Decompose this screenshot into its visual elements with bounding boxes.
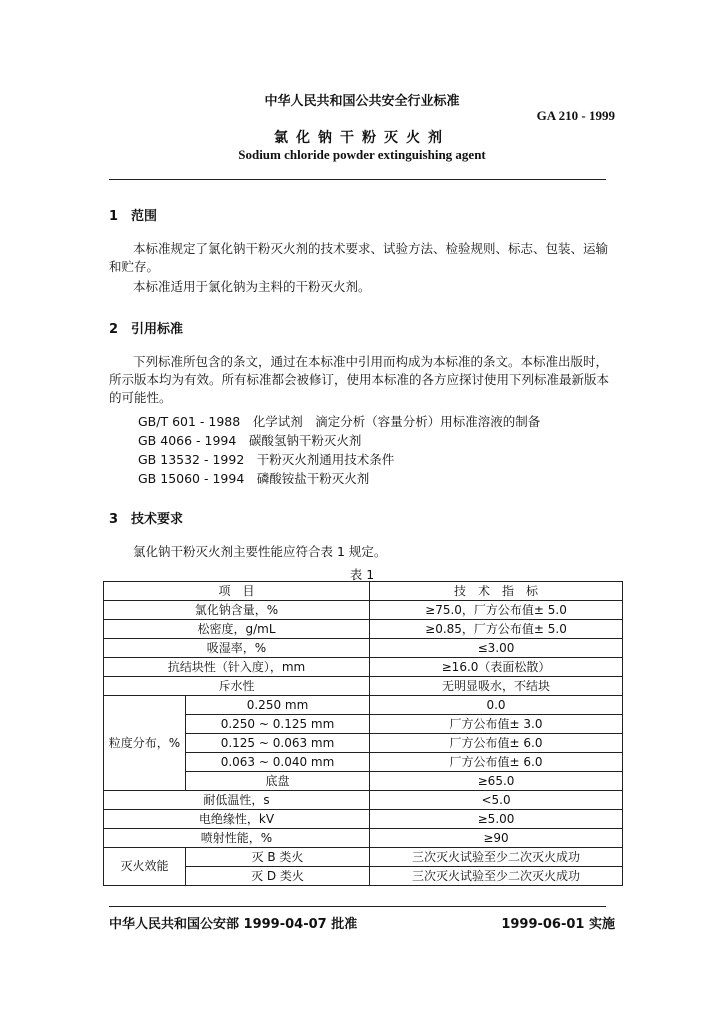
table-row	[104, 677, 623, 696]
table-cell-value: ≥16.0（表面松散）	[370, 658, 623, 677]
table-cell-sub: 灭 B 类火	[186, 848, 370, 867]
footer-divider	[109, 906, 606, 907]
table-header: 技 术 指 标	[370, 582, 623, 601]
table-cell-value: 无明显吸水，不结块	[370, 677, 623, 696]
table-row	[104, 601, 623, 620]
standard-organization: 中华人民共和国公共安全行业标准	[264, 94, 460, 109]
table-header: 项 目	[104, 582, 370, 601]
table-cell-value: ≤3.00	[370, 639, 623, 658]
table-cell-item: 耐低温性，s	[104, 791, 370, 810]
table-cell-sub: 底盘	[186, 772, 370, 791]
section-2-heading	[109, 318, 183, 337]
approval-line: 中华人民共和国公安部 1999-04-07 批准	[109, 917, 358, 932]
table-cell-sub: 0.125 ~ 0.063 mm	[186, 734, 370, 753]
table-cell-item: 喷射性能，%	[104, 829, 370, 848]
table-cell-item: 电绝缘性，kV	[104, 810, 370, 829]
table-cell-value: 0.0	[370, 696, 623, 715]
table-cell-sub: 0.250 mm	[186, 696, 370, 715]
section-title: 技术要求	[131, 512, 184, 527]
table-cell-value: ≥75.0，厂方公布值± 5.0	[370, 601, 623, 620]
section-1-paragraph-1: 本标准规定了氯化钠干粉灭火剂的技术要求、试验方法、检验规则、标志、包装、运输和贮存。	[109, 241, 609, 274]
table-header-row	[104, 582, 623, 601]
table-cell-value: ≥0.85，厂方公布值± 5.0	[370, 620, 623, 639]
table-row	[104, 791, 623, 810]
table-cell-value: 三次灭火试验至少二次灭火成功	[370, 867, 623, 886]
table-row	[104, 639, 623, 658]
table-cell-sub: 灭 D 类火	[186, 867, 370, 886]
table-row	[104, 810, 623, 829]
extinguishing-efficacy-label: 灭火效能	[104, 848, 186, 886]
section-title: 引用标准	[131, 322, 184, 337]
reference-item: GB 15060 - 1994 磷酸铵盐干粉灭火剂	[138, 471, 370, 486]
table-row	[104, 696, 623, 715]
standard-code: GA 210 - 1999	[536, 108, 615, 123]
table-cell-value: 厂方公布值± 6.0	[370, 734, 623, 753]
reference-item: GB 4066 - 1994 碳酸氢钠干粉灭火剂	[138, 433, 362, 448]
section-3-paragraph-1: 氯化钠干粉灭火剂主要性能应符合表 1 规定。	[133, 544, 387, 559]
document-title-english: Sodium chloride powder extinguishing agent	[238, 147, 486, 162]
section-number: 2	[109, 322, 119, 337]
table-row	[104, 620, 623, 639]
section-number: 3	[109, 512, 119, 527]
table-cell-value: ≥65.0	[370, 772, 623, 791]
table-cell-item: 斥水性	[104, 677, 370, 696]
section-number: 1	[109, 209, 119, 224]
table-cell-sub: 0.063 ~ 0.040 mm	[186, 753, 370, 772]
table-row	[104, 829, 623, 848]
particle-distribution-label: 粒度分布，%	[104, 696, 186, 791]
header-divider	[109, 179, 606, 180]
spec-table	[103, 581, 623, 886]
section-title: 范围	[131, 209, 158, 224]
table-row	[104, 658, 623, 677]
section-1-heading	[109, 205, 157, 224]
table-cell-item: 吸湿率，%	[104, 639, 370, 658]
section-1-paragraph-2: 本标准适用于氯化钠为主料的干粉灭火剂。	[133, 279, 371, 294]
table-cell-value: 厂方公布值± 6.0	[370, 753, 623, 772]
table-cell-item: 氯化钠含量，%	[104, 601, 370, 620]
table-cell-value: 厂方公布值± 3.0	[370, 715, 623, 734]
table-cell-value: <5.0	[370, 791, 623, 810]
table-row	[104, 848, 623, 867]
table-caption: 表 1	[349, 567, 375, 582]
table-cell-value: ≥5.00	[370, 810, 623, 829]
implementation-date: 1999-06-01 实施	[501, 917, 615, 932]
reference-item: GB/T 601 - 1988 化学试剂 滴定分析（容量分析）用标准溶液的制备	[138, 414, 541, 429]
section-2-paragraph-1: 下列标准所包含的条文，通过在本标准中引用而构成为本标准的条文。本标准出版时，所示版本均为有效。所有标准都会被修订，使用本标准的各方应探讨使用下列标准最新版本的可能性。	[109, 354, 610, 405]
table-cell-item: 抗结块性（针入度），mm	[104, 658, 370, 677]
table-cell-value: 三次灭火试验至少二次灭火成功	[370, 848, 623, 867]
table-cell-item: 松密度，g/mL	[104, 620, 370, 639]
section-3-heading	[109, 508, 183, 527]
reference-item: GB 13532 - 1992 干粉灭火剂通用技术条件	[138, 452, 395, 467]
table-cell-value: ≥90	[370, 829, 623, 848]
document-title: 氯化钠干粉灭火剂	[274, 130, 450, 146]
table-cell-sub: 0.250 ~ 0.125 mm	[186, 715, 370, 734]
